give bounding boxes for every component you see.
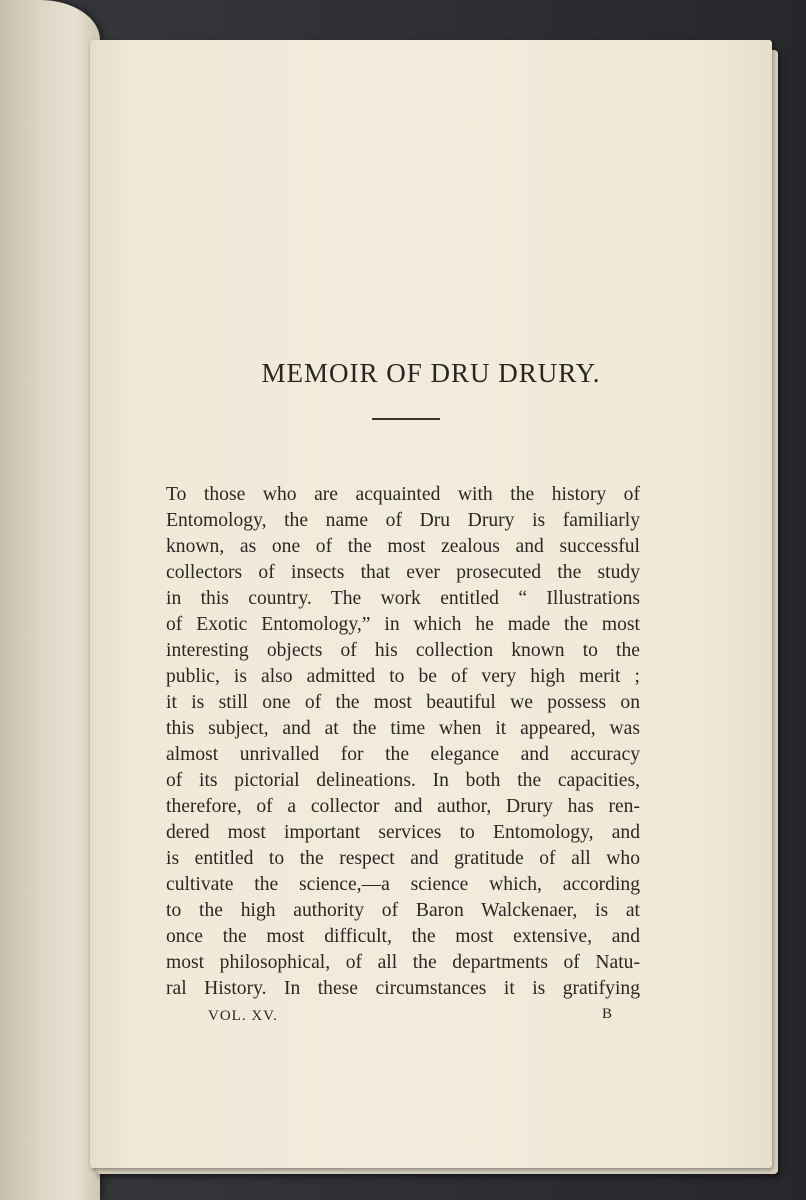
text-line: to the high authority of Baron Walckenaer, is at [166, 900, 640, 921]
text-line: almost unrivalled for the elegance and accuracy [166, 744, 640, 765]
text-line: Entomology, the name of Dru Drury is familiarly [166, 510, 640, 531]
text-line: interesting objects of his collection known to the [166, 640, 640, 661]
text-line: therefore, of a collector and author, Drury has ren- [166, 796, 640, 817]
book-page [90, 40, 772, 1168]
text-line: it is still one of the most beautiful we possess on [166, 692, 640, 713]
text-line: To those who are acquainted with the history of [166, 484, 640, 505]
text-line: cultivate the science,—a science which, according [166, 874, 640, 895]
text-line: this subject, and at the time when it appeared, was [166, 718, 640, 739]
text-line: known, as one of the most zealous and successful [166, 536, 640, 557]
text-line: collectors of insects that ever prosecuted the study [166, 562, 640, 583]
text-line: dered most important services to Entomology, and [166, 822, 640, 843]
signature-mark: B [602, 1006, 613, 1022]
text-line: public, is also admitted to be of very high merit ; [166, 666, 640, 687]
volume-footer: VOL. XV. [208, 1008, 278, 1024]
body-paragraph [166, 482, 640, 1002]
text-line: ral History. In these circumstances it is gratifying [166, 978, 640, 999]
text-line: most philosophical, of all the departments of Natu- [166, 952, 640, 973]
text-line: of Exotic Entomology,” in which he made the most [166, 614, 640, 635]
text-line: once the most difficult, the most extensive, and [166, 926, 640, 947]
facing-page-edge [0, 0, 100, 1200]
text-line: in this country. The work entitled “ Illustrations [166, 588, 640, 609]
text-line: of its pictorial delineations. In both the capacities, [166, 770, 640, 791]
text-line: is entitled to the respect and gratitude of all who [166, 848, 640, 869]
page-title: MEMOIR OF DRU DRURY. [261, 358, 601, 388]
title-rule [372, 418, 440, 420]
